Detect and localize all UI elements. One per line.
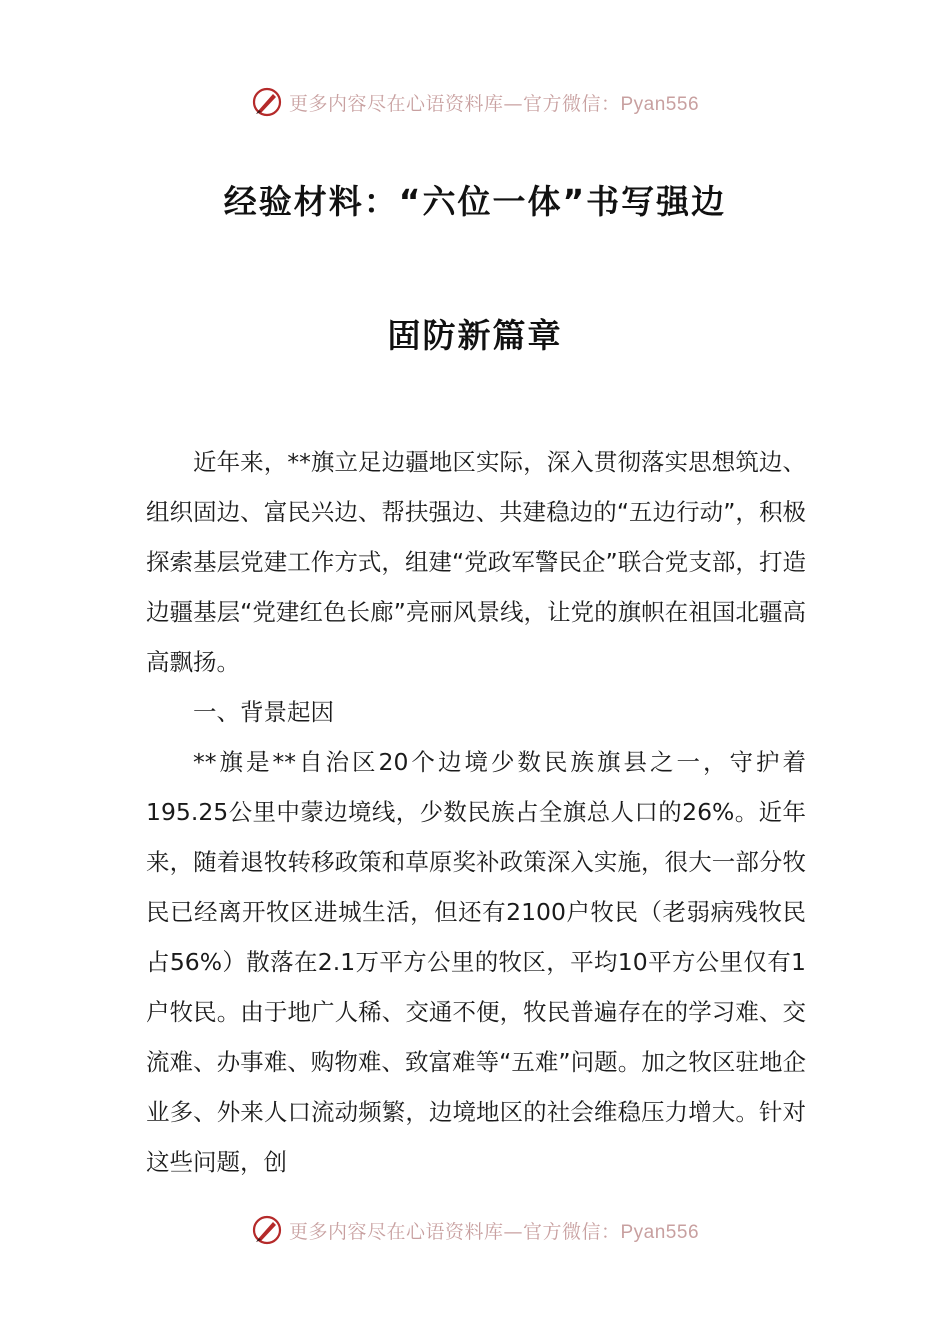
header-banner (0, 82, 950, 122)
footer-banner-label: 更多内容尽在心语资料库—官方微信： (288, 1220, 621, 1243)
footer-banner-wechat-id: Pyan556 (620, 1221, 700, 1243)
footer-banner (0, 1210, 950, 1250)
section-heading-background: 一、背景起因 (193, 698, 334, 726)
document-title-line-2: 固防新篇章 (387, 316, 563, 355)
footer-banner-text (289, 1217, 699, 1244)
document-title-line-1: 经验材料：“六位一体”书写强边 (223, 182, 727, 221)
header-banner-wechat-id: Pyan556 (620, 93, 700, 115)
header-banner-text (289, 89, 699, 116)
header-banner-label: 更多内容尽在心语资料库—官方微信： (288, 92, 621, 115)
paragraph-background: **旗是**自治区20个边境少数民族旗县之一，守护着195.25公里中蒙边境线，少数民族占全旗总人口的26%。近年来，随着退牧转移政策和草原奖补政策深入实施，很大一部分牧民已经离开牧区进城生活，但还有2100户牧民（老弱病残牧民占56%）散落在2.1万平方公里的牧区，平均10平方公里仅有1户牧民。由于地广人稀、交通不便，牧民普遍存在的学习难、交流难、办事难、购物难、致富难等“五难”问题。加之牧区驻地企业多、外来人口流动频繁，边境地区的社会维稳压力增大。针对这些问题，创 (146, 748, 806, 1176)
paragraph-intro: 近年来，**旗立足边疆地区实际，深入贯彻落实思想筑边、组织固边、富民兴边、帮扶强边、共建稳边的“五边行动”，积极探索基层党建工作方式，组建“党政军警民企”联合党支部，打造边疆基层“党建红色长廊”亮丽风景线，让党的旗帜在祖国北疆高高飘扬。 (146, 448, 806, 676)
pen-circle-logo-icon (251, 86, 283, 118)
pen-circle-logo-icon (251, 1214, 283, 1246)
document-body (146, 437, 806, 1187)
